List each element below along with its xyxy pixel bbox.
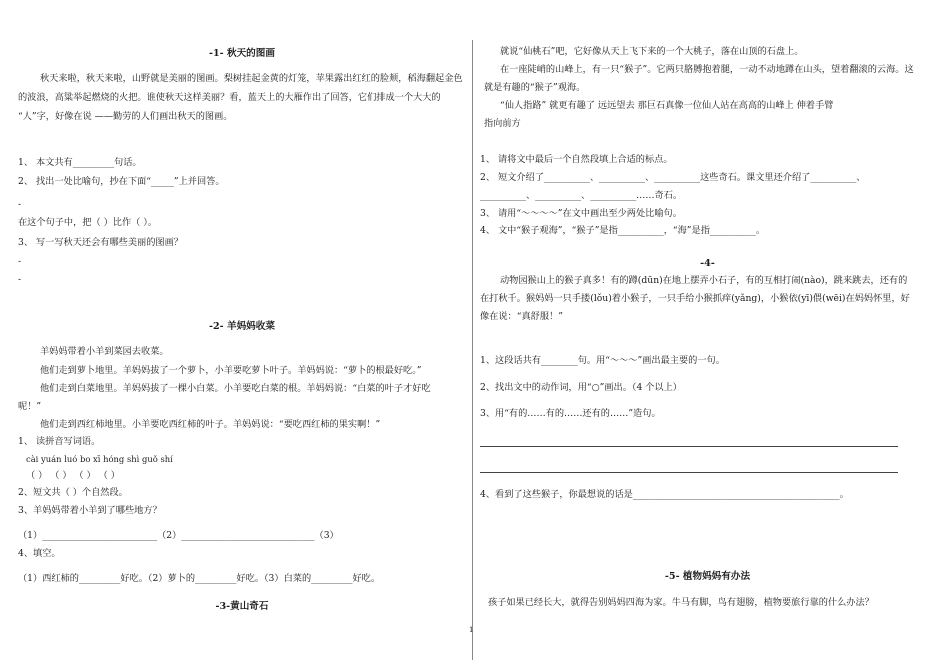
- section-1-paragraph-line: “人”字，好像在说 ——勤劳的人们画出秋天的图画。: [18, 111, 233, 122]
- section-3-paragraph-line: 在一座陡峭的山峰上，有一只“猴子”。它两只胳膊抱着腿，一动不动地蹲在山头，望着翻滚的云海。这: [500, 64, 914, 75]
- section-2-question-1: 1、 读拼音写词语。: [18, 436, 101, 447]
- section-2-question-2: 2、短文共（ ）个自然段。: [18, 487, 128, 498]
- pinyin-answer-brackets: （ ） （ ） （ ） （ ）: [26, 470, 120, 481]
- section-2-question-3-blanks: （1）_________________________（2）_____________________________（3）: [18, 530, 339, 541]
- section-1-question-2: 2、 找出一处比喻句，抄在下面“_____”上并回答。: [18, 176, 225, 187]
- section-4-question-2: 2、找出文中的动作词，用“○”画出。（4 个以上）: [480, 382, 682, 393]
- section-3-paragraph-line: “仙人指路” 就更有趣了 远远望去 那巨石真像一位仙人站在高高的山峰上 伸着手臂: [500, 100, 834, 111]
- section-1-question-2-followup: 在这个句子中，把（ ）比作（ ）。: [18, 217, 158, 228]
- section-3-paragraph-line: 指向前方: [484, 118, 521, 129]
- pinyin-row: cài yuán luó bo xī hóng shì guǒ shí: [26, 454, 173, 464]
- section-3-paragraph-line: 就说“仙桃石”吧，它好像从天上飞下来的一个大桃子，落在山顶的石盘上。: [500, 46, 804, 57]
- column-divider: [472, 40, 473, 660]
- section-1-paragraph-line: 秋天来啦，秋天来啦，山野就是美丽的图画。梨树挂起金黄的灯笼，苹果露出红红的脸颊，稻海翻起金色: [40, 73, 463, 84]
- section-1-title: -1- 秋天的图画: [209, 48, 275, 59]
- section-4-title: -4-: [700, 258, 715, 269]
- section-2-paragraph-line: 他们走到白菜地里。羊妈妈拔了一棵小白菜。小羊要吃白菜的根。羊妈妈说：“白菜的叶子才好吃: [40, 383, 431, 394]
- section-1-question-3: 3、 写一写秋天还会有哪些美丽的图画？: [18, 237, 183, 248]
- answer-line: [480, 446, 898, 447]
- section-2-paragraph-line: 他们走到萝卜地里。羊妈妈拔了一个萝卜，小羊要吃萝卜叶子。羊妈妈说：“萝卜的根最好吃。”: [40, 365, 422, 376]
- section-3-paragraph-line: 就是有趣的“猴子”观海。: [484, 82, 586, 93]
- section-2-title: -2- 羊妈妈收菜: [209, 321, 275, 332]
- section-3-title: -3-黄山奇石: [215, 601, 269, 612]
- section-2-question-4-blanks: （1）西红柿的_________好吃。（2）萝卜的_________好吃。（3）白菜的_________好吃。: [18, 573, 381, 584]
- section-5-title: -5- 植物妈妈有办法: [664, 571, 751, 582]
- section-3-question-2-continued: __________、__________、__________……奇石。: [480, 190, 683, 201]
- section-4-question-3: 3、用“有的……有的……还有的……”造句。: [480, 408, 661, 419]
- section-2-question-3: 3、羊妈妈带着小羊到了哪些地方？: [18, 505, 162, 516]
- section-1-paragraph-line: 的波浪，高粱举起燃烧的火把。谁使秋天这样美丽？看，蓝天上的大雁作出了回答，它们排成一个大大的: [18, 92, 441, 103]
- section-2-paragraph-line: 羊妈妈带着小羊到菜园去收菜。: [40, 346, 169, 357]
- section-2-question-4: 4、填空。: [18, 548, 61, 559]
- answer-line: [480, 472, 898, 473]
- answer-dash: -: [18, 199, 22, 210]
- answer-dash: -: [18, 274, 22, 285]
- section-5-paragraph-line: 孩子如果已经长大，就得告别妈妈四海为家。牛马有脚，鸟有翅膀，植物要旅行靠的什么办法？: [488, 597, 874, 608]
- section-2-paragraph-line: 呢！”: [18, 401, 42, 412]
- section-2-paragraph-line: 他们走到西红柿地里。小羊要吃西红柿的叶子。羊妈妈说：“要吃西红柿的果实啊！”: [40, 419, 381, 430]
- section-3-question-4: 4、 文中“猴子观海”，“猴子”是指__________，“海”是指__________。: [480, 225, 766, 236]
- section-3-question-1: 1、 请将文中最后一个自然段填上合适的标点。: [480, 154, 673, 165]
- section-3-question-2: 2、 短文介绍了__________、__________、__________这些奇石。课文里还介绍了__________、: [480, 172, 866, 183]
- page-number: 1: [469, 626, 474, 634]
- section-4-question-4: 4、看到了这些猴子，你最想说的话是_____________________________________________。: [480, 489, 849, 500]
- section-4-paragraph-line: 像在说：“真舒服！”: [480, 311, 563, 322]
- section-4-paragraph-line: 动物园猴山上的猴子真多！有的蹲(dūn)在地上摆弄小石子，有的互相打闹(nào)，跳来跳去，还有的: [500, 275, 908, 286]
- section-4-paragraph-line: 在打秋千。猴妈妈一只手搂(lǒu)着小猴子，一只手给小猴抓痒(yǎng)，小猴依(yī)偎(wēi)在妈妈怀里，好: [480, 293, 910, 304]
- section-1-question-1: 1、 本文共有_________句话。: [18, 157, 142, 168]
- section-3-question-3: 3、 请用“～～～～”在文中画出至少两处比喻句。: [480, 208, 682, 219]
- answer-dash: -: [18, 256, 22, 267]
- section-4-question-1: 1、这段话共有________句。用“～～～”画出最主要的一句。: [480, 355, 725, 366]
